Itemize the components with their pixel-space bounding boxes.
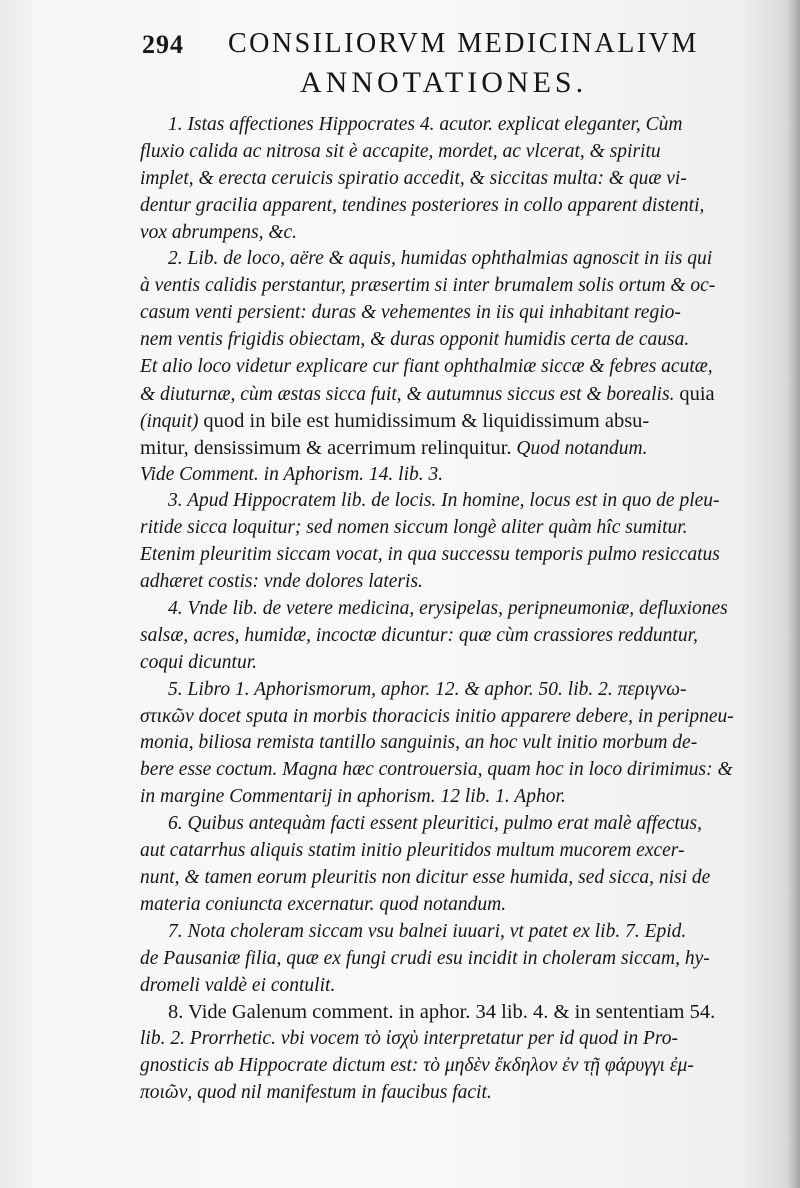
text-line: 7. Nota choleram siccam vsu balnei iuuari, vt patet ex lib. 7. Epid. bbox=[168, 920, 687, 942]
text-line: lib. 2. Prorrhetic. vbi vocem τὸ ἰσχὺ interpretatur per id quod in Pro- bbox=[140, 1028, 678, 1050]
text-segment: Quod notandum. bbox=[516, 437, 648, 459]
annotation-4 bbox=[140, 596, 792, 677]
text-line: 3. Apud Hippocratem lib. de locis. In homine, locus est in quo de pleu- bbox=[168, 490, 720, 512]
text-line: salsæ, acres, humidæ, incoctæ dicuntur: quæ cùm crassiores redduntur, bbox=[140, 624, 698, 646]
annotation-6 bbox=[140, 811, 792, 919]
text-segment-roman: mitur, densissimum & acerrimum relinquitur. bbox=[140, 436, 512, 459]
text-segment-roman: quia bbox=[679, 382, 715, 405]
text-line: nem ventis frigidis obiectam, & duras opponit humidis certa de causa. bbox=[140, 329, 690, 351]
page-number: 294 bbox=[142, 30, 184, 59]
text-line: bere esse coctum. Magna hæc controuersia, quam hoc in loco dirimimus: & bbox=[140, 759, 733, 781]
text-line: Et alio loco videtur explicare cur fiant ophthalmiæ siccæ & febres acutæ, bbox=[140, 356, 713, 378]
text-line: στικῶν docet sputa in morbis thoracicis initio apparere debere, in peripneu- bbox=[140, 705, 734, 727]
text-line: ποιῶν, quod nil manifestum in faucibus facit. bbox=[140, 1082, 492, 1104]
text-line: 6. Quibus antequàm facti essent pleuritici, pulmo erat malè affectus, bbox=[168, 813, 703, 835]
annotation-7 bbox=[140, 919, 792, 1000]
text-line: in margine Commentarij in aphorism. 12 lib. 1. Aphor. bbox=[140, 786, 566, 808]
text-line: de Pausaniæ filia, quæ ex fungi crudi esu incidit in choleram siccam, hy- bbox=[140, 947, 710, 969]
text-line: gnosticis ab Hippocrate dictum est: τὸ μηδὲν ἔκδηλον ἐν τῇ φάρυγγι ἐμ- bbox=[140, 1055, 694, 1077]
text-line: 4. Vnde lib. de vetere medicina, erysipelas, peripneumoniæ, defluxiones bbox=[168, 598, 728, 620]
text-line: 1. Istas affectiones Hippocrates 4. acutor. explicat eleganter, Cùm bbox=[168, 114, 683, 135]
text-segment: & diuturnæ, cùm æstas sicca fuit, & autumnus siccus est & borealis. bbox=[140, 383, 675, 405]
section-title: ANNOTATIONES. bbox=[300, 66, 588, 99]
text-line bbox=[140, 381, 792, 408]
annotation-2 bbox=[140, 246, 792, 488]
text-line: materia coniuncta excernatur. quod notandum. bbox=[140, 893, 507, 915]
text-line: vox abrumpens, &c. bbox=[140, 221, 298, 243]
annotation-1 bbox=[140, 112, 792, 246]
text-line: aut catarrhus aliquis statim initio pleuritidos multum mucorem excer- bbox=[140, 840, 685, 862]
text-line: implet, & erecta ceruicis spiratio accedit, & siccitas multa: & quæ vi- bbox=[140, 167, 687, 189]
text-line: coqui dicuntur. bbox=[140, 651, 257, 673]
text-segment: (inquit) bbox=[140, 410, 199, 432]
text-line: Vide Comment. in Aphorism. 14. lib. 3. bbox=[140, 463, 444, 485]
text-line: nunt, & tamen eorum pleuritis non dicitur esse humida, sed sicca, nisi de bbox=[140, 866, 711, 888]
text-line: 5. Libro 1. Aphorismorum, aphor. 12. & aphor. 50. lib. 2. περιγνω- bbox=[168, 678, 687, 700]
text-line: 2. Lib. de loco, aëre & aquis, humidas ophthalmias agnoscit in iis qui bbox=[168, 248, 713, 270]
text-line bbox=[140, 435, 792, 462]
text-line: adhæret costis: vnde dolores lateris. bbox=[140, 571, 423, 593]
text-line: ritide sicca loquitur; sed nomen siccum longè aliter quàm hîc sumitur. bbox=[140, 517, 688, 539]
text-segment-roman: quod in bile est humidissimum & liquidissimum absu- bbox=[203, 409, 650, 432]
text-line: casum venti persient: duras & vehementes in iis qui inhabitant regio- bbox=[140, 302, 681, 324]
annotation-5 bbox=[140, 677, 792, 811]
annotation-8 bbox=[140, 999, 792, 1107]
text-line: dentur gracilia apparent, tendines posteriores in collo apparent distenti, bbox=[140, 194, 705, 216]
running-head-title: CONSILIORVM MEDICINALIVM bbox=[228, 28, 699, 59]
text-line: fluxio calida ac nitrosa sit è accapite, mordet, ac vlcerat, & spiritu bbox=[140, 140, 661, 162]
text-line: monia, biliosa remista tantillo sanguinis, an hoc vult initio morbum de- bbox=[140, 732, 698, 754]
annotations-body bbox=[140, 112, 792, 1107]
text-line: 8. Vide Galenum comment. in aphor. 34 lib. 4. & in sententiam 54. bbox=[168, 1001, 716, 1024]
annotation-3 bbox=[140, 488, 792, 596]
text-line: Etenim pleuritim siccam vocat, in qua successu temporis pulmo resiccatus bbox=[140, 544, 720, 566]
text-line: dromeli valdè ei contulit. bbox=[140, 974, 336, 996]
text-line bbox=[140, 408, 792, 435]
text-line: à ventis calidis perstantur, præsertim si inter brumalem solis ortum & oc- bbox=[140, 275, 716, 297]
